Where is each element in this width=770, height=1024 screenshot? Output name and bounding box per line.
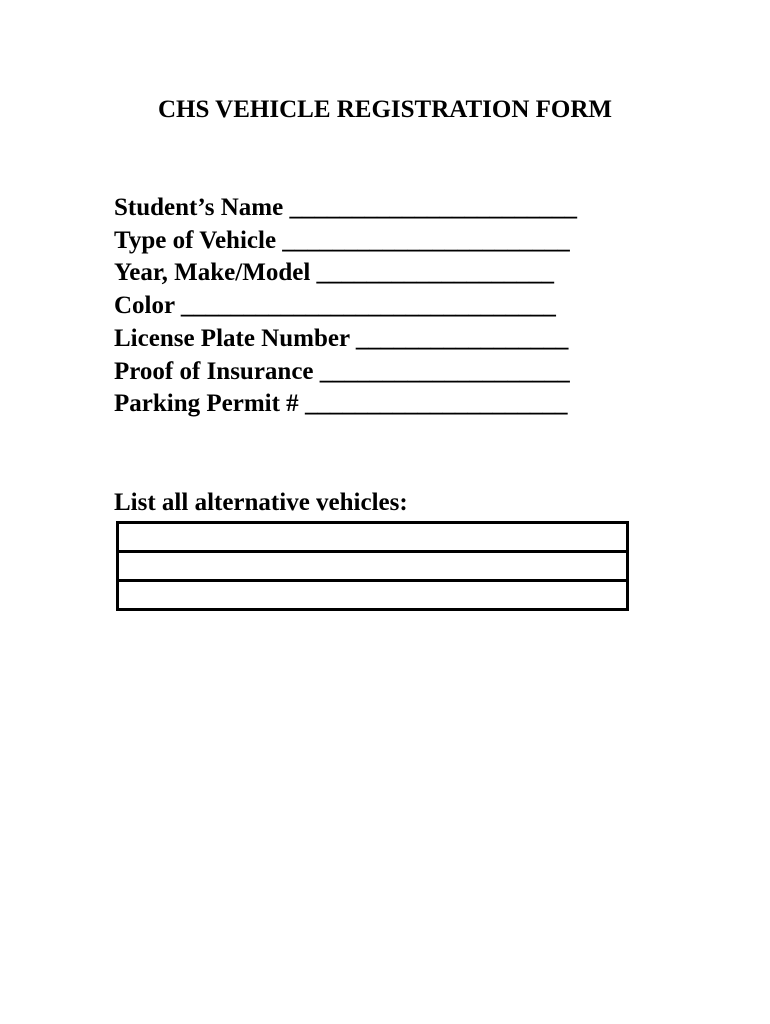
year-make-model-field[interactable] [114,257,674,290]
field-label: Student’s Name [114,194,284,221]
proof-of-insurance-field[interactable] [114,356,674,389]
alternative-vehicle-cell[interactable] [118,552,628,581]
license-plate-field[interactable] [114,323,674,356]
form-title: CHS VEHICLE REGISTRATION FORM [157,96,613,123]
student-name-field[interactable] [114,192,674,225]
table-row [118,523,628,552]
alternative-vehicles-heading: List all alternative vehicles: [114,489,408,516]
vehicle-type-field[interactable] [114,225,674,258]
alternative-vehicle-cell[interactable] [118,523,628,552]
table-row [118,581,628,610]
blank-line[interactable]: _____________________ [304,390,568,418]
blank-line[interactable]: ______________________________ [180,292,556,320]
color-field[interactable] [114,290,674,323]
alternative-vehicle-cell[interactable] [118,581,628,610]
alternative-vehicles-table [116,521,629,611]
field-label: Proof of Insurance [114,357,314,385]
field-label: Parking Permit # [114,390,299,418]
registration-fields [114,192,674,421]
blank-line[interactable]: _______________________ [282,226,570,254]
field-label: Color [114,292,175,320]
field-label: Type of Vehicle [114,226,277,254]
blank-line[interactable]: _________________ [355,324,569,352]
blank-line[interactable]: ___________________ [316,259,555,287]
table-row [118,552,628,581]
field-label: License Plate Number [114,324,350,352]
blank-line[interactable]: ____________________ [319,357,570,385]
field-label: Year, Make/Model [114,259,311,287]
parking-permit-field[interactable] [114,388,674,421]
blank-line[interactable]: _______________________ [289,194,577,221]
